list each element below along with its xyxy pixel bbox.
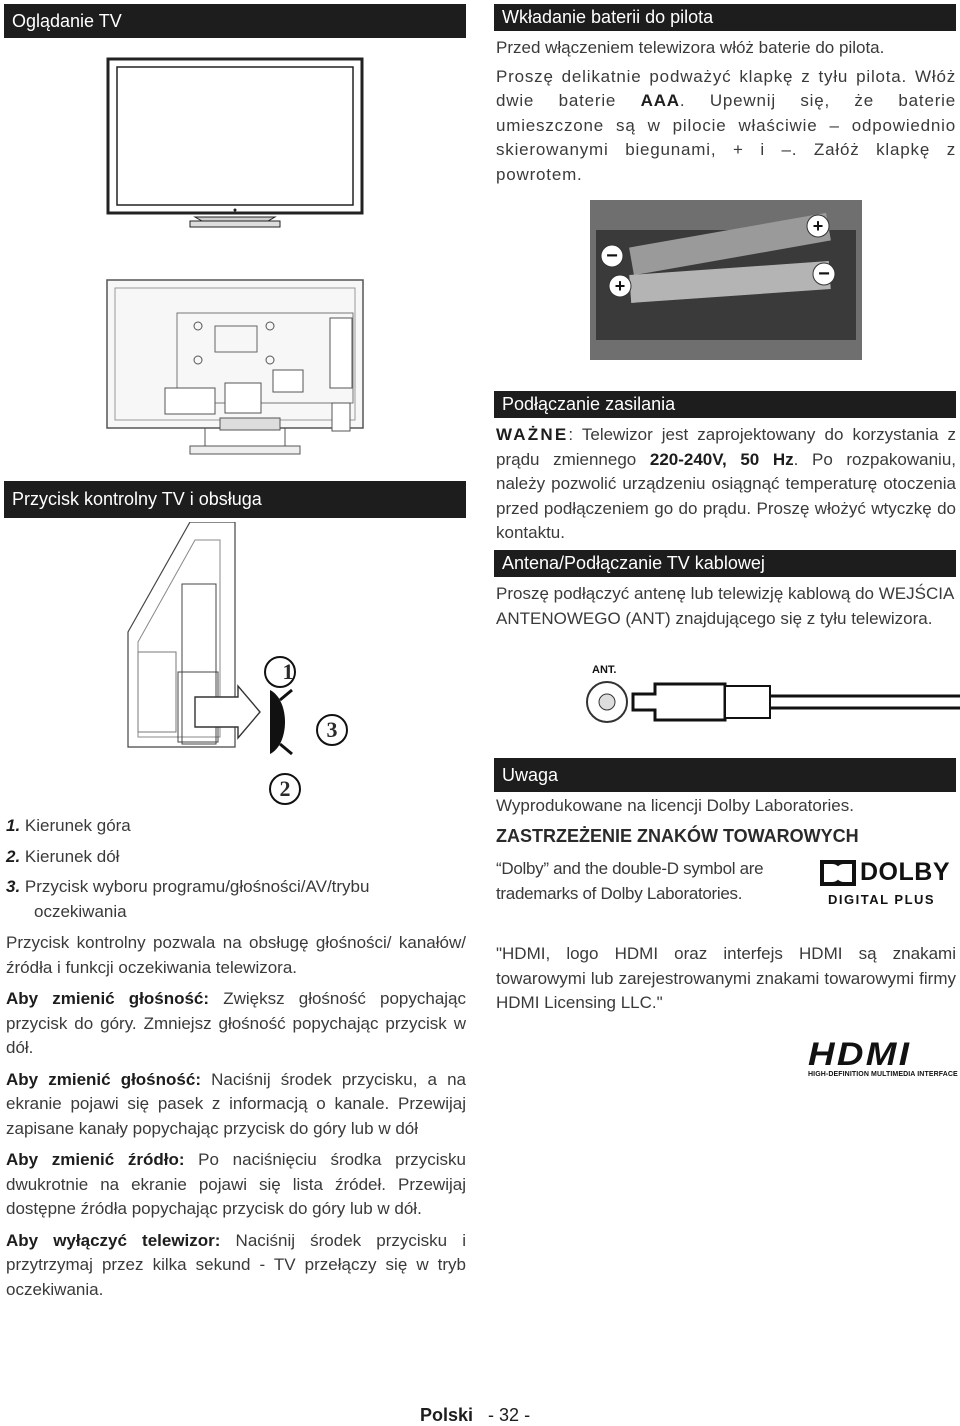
power-important-label: WAŻNE xyxy=(496,425,569,444)
section-heading-watching-tv xyxy=(4,4,466,38)
batteries-p1: Przed włączeniem telewizora włóż baterie do pilota. xyxy=(496,38,885,57)
callout-3: 3 xyxy=(326,717,338,742)
list-item xyxy=(6,875,466,924)
instruction-text: Zwiększ głośność popychając przycisk do góry. Zmniejsz głośność popychając przycisk w dół. xyxy=(6,989,466,1057)
hdmi-wordmark: HDMI xyxy=(808,1036,912,1072)
control-intro: Przycisk kontrolny pozwala na obsługę głośności/ kanałów/ źródła i funkcji oczekiwania telewizora. xyxy=(6,933,466,977)
dolby-wordmark: DOLBY xyxy=(860,858,950,886)
heading-text: Podłączanie zasilania xyxy=(502,394,676,414)
svg-text:−: − xyxy=(606,245,618,267)
instruction-label: Aby zmienić źródło: xyxy=(6,1150,185,1169)
section-heading-power xyxy=(494,391,956,418)
footer-language: Polski xyxy=(420,1405,474,1425)
callout-1: 1 xyxy=(282,659,294,684)
instruction-label: Aby wyłączyć telewizor: xyxy=(6,1230,221,1250)
list-item-text: Przycisk wyboru programu/głośności/AV/trybu oczekiwania xyxy=(24,877,370,921)
instruction-volume xyxy=(6,987,466,1061)
instruction-label: Aby zmienić głośność: xyxy=(6,1069,201,1089)
instruction-standby xyxy=(6,1229,466,1303)
instruction-label: Aby zmienić głośność: xyxy=(6,989,210,1008)
power-text: WAŻNE: Telewizor jest zaprojektowany do korzystania z prądu zmiennego 220-240V, 50 Hz. Po rozpakowaniu, należy pozwolić urządzeniu osiągnąć temperaturę otoczenia przed podłączeniem go do prądu. Proszę włożyć wtyczkę do kontaktu. xyxy=(496,425,956,542)
svg-text:−: − xyxy=(818,263,830,285)
tv-front-illustration xyxy=(100,55,370,235)
antenna-text: Proszę podłączyć antenę lub telewizję kablową do WEJŚCIA ANTENOWEGO (ANT) znajdującego się z tyłu telewizora. xyxy=(496,584,954,628)
heading-text: Wkładanie baterii do pilota xyxy=(502,7,714,27)
dolby-trademark-text: “Dolby” and the double-D symbol are trademarks of Dolby Laboratories. xyxy=(496,859,764,903)
heading-text: Antena/Podłączanie TV kablowej xyxy=(502,553,765,573)
list-item xyxy=(6,845,466,870)
hdmi-logo xyxy=(808,1036,958,1080)
batteries-p2: Proszę delikatnie podważyć klapkę z tyłu pilota. Włóż dwie baterie AAA. Upewnij się, że baterie umieszczone są w pilocie właściwie – odpowiednio skierowanymi biegunami, + i –. Załóż klapkę z powrotem. xyxy=(496,66,956,184)
dolby-digital-plus: DIGITAL PLUS xyxy=(828,892,936,907)
list-item-number: 3. xyxy=(6,877,21,896)
ant-label: ANT. xyxy=(592,664,617,676)
antenna-connector-illustration xyxy=(585,662,960,732)
tv-back-illustration xyxy=(105,278,365,458)
control-direction-list xyxy=(6,814,466,924)
list-item-text: Kierunek góra xyxy=(24,816,131,835)
page-footer xyxy=(420,1405,530,1426)
footer-page-number: - 32 - xyxy=(488,1405,531,1425)
heading-text: Oglądanie TV xyxy=(12,11,122,31)
heading-text: Uwaga xyxy=(502,765,559,785)
svg-text:+: + xyxy=(812,216,824,236)
list-item-text: Kierunek dół xyxy=(24,846,120,866)
battery-compartment-illustration xyxy=(590,200,862,360)
instruction-source xyxy=(6,1148,466,1222)
list-item xyxy=(6,814,466,839)
section-heading-antenna xyxy=(494,550,956,577)
instruction-text: Naciśnij środek przycisku i przytrzymaj przez kilka sekund - TV przełączy się w tryb oczekiwania. xyxy=(6,1230,466,1299)
trademark-heading: ZASTRZEŻENIE ZNAKÓW TOWAROWYCH xyxy=(496,826,859,846)
section-heading-batteries xyxy=(494,4,956,31)
list-item-number: 2. xyxy=(6,846,21,866)
instruction-channel xyxy=(6,1068,466,1142)
batteries-text xyxy=(496,36,956,187)
double-d-icon xyxy=(820,860,856,886)
section-heading-control-button xyxy=(4,481,466,518)
control-button-illustration xyxy=(120,522,350,812)
dolby-logo xyxy=(820,858,950,910)
note-licence-text: Wyprodukowane na licencji Dolby Laboratories. xyxy=(496,796,854,815)
hdmi-tagline: HIGH-DEFINITION MULTIMEDIA INTERFACE xyxy=(808,1071,958,1078)
svg-text:+: + xyxy=(614,276,626,296)
instruction-text: Naciśnij środek przycisku, a na ekranie pojawi się pasek z informacją o kanale. Przewijaj zapisane kanały popychając przycisk do góry lub w dół xyxy=(6,1069,467,1138)
hdmi-trademark-text: "HDMI, logo HDMI oraz interfejs HDMI są znakami towarowymi lub zarejestrowanymi znakami towarowymi firmy HDMI Licensing LLC." xyxy=(496,944,956,1012)
callout-2: 2 xyxy=(279,776,291,801)
heading-text: Przycisk kontrolny TV i obsługa xyxy=(12,489,262,509)
section-heading-note xyxy=(494,758,956,792)
control-description xyxy=(6,931,466,1302)
list-item-number: 1. xyxy=(6,816,21,835)
instruction-text: Po naciśnięciu środka przycisku dwukrotnie na ekranie pojawi się lista źródeł. Przewijaj dostępne źródła popychając przycisk do góry lub w dół. xyxy=(6,1150,466,1218)
